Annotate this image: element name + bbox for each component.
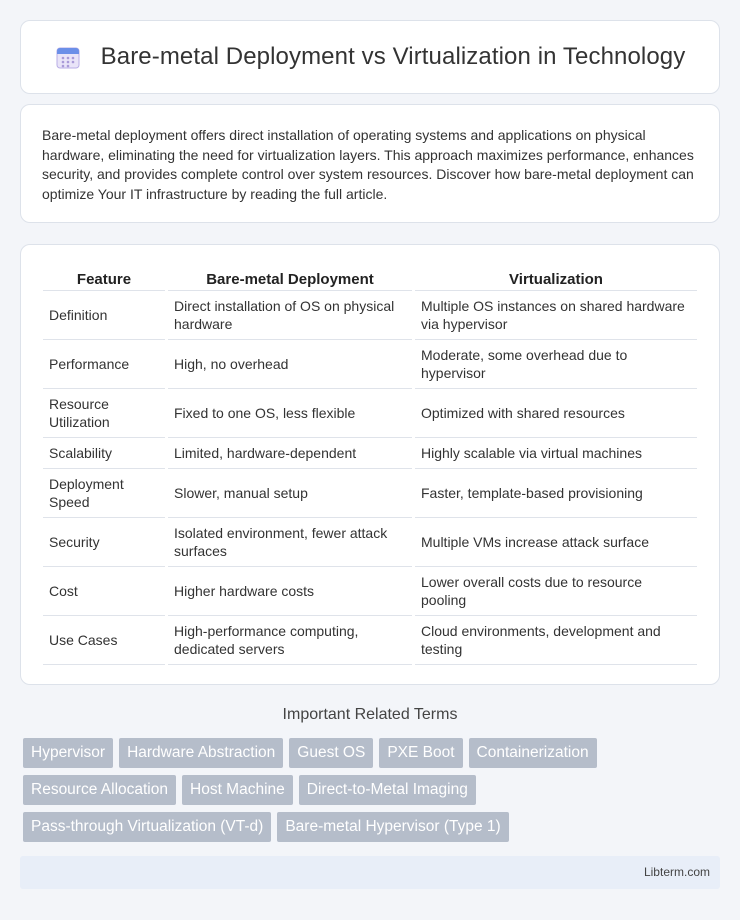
- footer: [20, 856, 720, 889]
- table-cell: Moderate, some overhead due to hypervisor: [415, 340, 697, 389]
- table-cell: Optimized with shared resources: [415, 389, 697, 438]
- table-cell: Performance: [43, 340, 165, 389]
- related-term-tag[interactable]: Bare-metal Hypervisor (Type 1): [277, 812, 508, 842]
- table-row: [43, 389, 697, 438]
- related-term-tag[interactable]: Direct-to-Metal Imaging: [299, 775, 476, 805]
- related-term-tag[interactable]: Host Machine: [182, 775, 293, 805]
- table-cell: Lower overall costs due to resource pooling: [415, 567, 697, 616]
- related-terms-list: [23, 738, 723, 849]
- header-card: [20, 20, 720, 94]
- related-term-tag[interactable]: Resource Allocation: [23, 775, 176, 805]
- page-title: Bare-metal Deployment vs Virtualization in Technology: [100, 43, 686, 70]
- table-cell: High-performance computing, dedicated servers: [168, 616, 412, 665]
- tag-row: [23, 738, 723, 768]
- table-cell: Deployment Speed: [43, 469, 165, 518]
- related-term-tag[interactable]: Hypervisor: [23, 738, 113, 768]
- table-cell: Use Cases: [43, 616, 165, 665]
- table-cell: Definition: [43, 291, 165, 340]
- related-term-tag[interactable]: Hardware Abstraction: [119, 738, 283, 768]
- table-header: Feature: [43, 265, 165, 291]
- table-cell: Resource Utilization: [43, 389, 165, 438]
- table-cell: Faster, template-based provisioning: [415, 469, 697, 518]
- table-cell: High, no overhead: [168, 340, 412, 389]
- related-term-tag[interactable]: Containerization: [469, 738, 597, 768]
- table-cell: Direct installation of OS on physical hardware: [168, 291, 412, 340]
- table-cell: Highly scalable via virtual machines: [415, 438, 697, 469]
- intro-card: [20, 104, 720, 223]
- table-header: Virtualization: [415, 265, 697, 291]
- table-cell: Fixed to one OS, less flexible: [168, 389, 412, 438]
- related-term-tag[interactable]: PXE Boot: [379, 738, 462, 768]
- table-row: [43, 567, 697, 616]
- tag-row: [23, 812, 723, 842]
- table-row: [43, 291, 697, 340]
- related-term-tag[interactable]: Guest OS: [289, 738, 373, 768]
- table-cell: Limited, hardware-dependent: [168, 438, 412, 469]
- table-cell: Multiple OS instances on shared hardware via hypervisor: [415, 291, 697, 340]
- table-row: [43, 438, 697, 469]
- table-row: [43, 340, 697, 389]
- table-cell: Cost: [43, 567, 165, 616]
- intro-text: Bare-metal deployment offers direct installation of operating systems and applications on physical hardware, eliminating the need for virtualization layers. This approach maximizes performance, enhances security, and provides complete control over system resources. Discover how bare-metal deployment can optimize Your IT infrastructure by reading the full article.: [42, 127, 694, 202]
- table-cell: Slower, manual setup: [168, 469, 412, 518]
- table-header: Bare-metal Deployment: [168, 265, 412, 291]
- table-row: [43, 469, 697, 518]
- related-term-tag[interactable]: Pass-through Virtualization (VT-d): [23, 812, 271, 842]
- table-cell: Higher hardware costs: [168, 567, 412, 616]
- table-cell: Security: [43, 518, 165, 567]
- table-cell: Isolated environment, fewer attack surfaces: [168, 518, 412, 567]
- table-cell: Multiple VMs increase attack surface: [415, 518, 697, 567]
- table-row: [43, 518, 697, 567]
- table-row: [43, 616, 697, 665]
- tag-row: [23, 775, 723, 805]
- comparison-table: [40, 265, 700, 665]
- table-cell: Scalability: [43, 438, 165, 469]
- related-terms-title: Important Related Terms: [282, 706, 458, 723]
- footer-site[interactable]: Libterm.com: [643, 865, 710, 879]
- comparison-table-card: [20, 244, 720, 685]
- calendar-icon: [55, 44, 81, 70]
- table-cell: Cloud environments, development and testing: [415, 616, 697, 665]
